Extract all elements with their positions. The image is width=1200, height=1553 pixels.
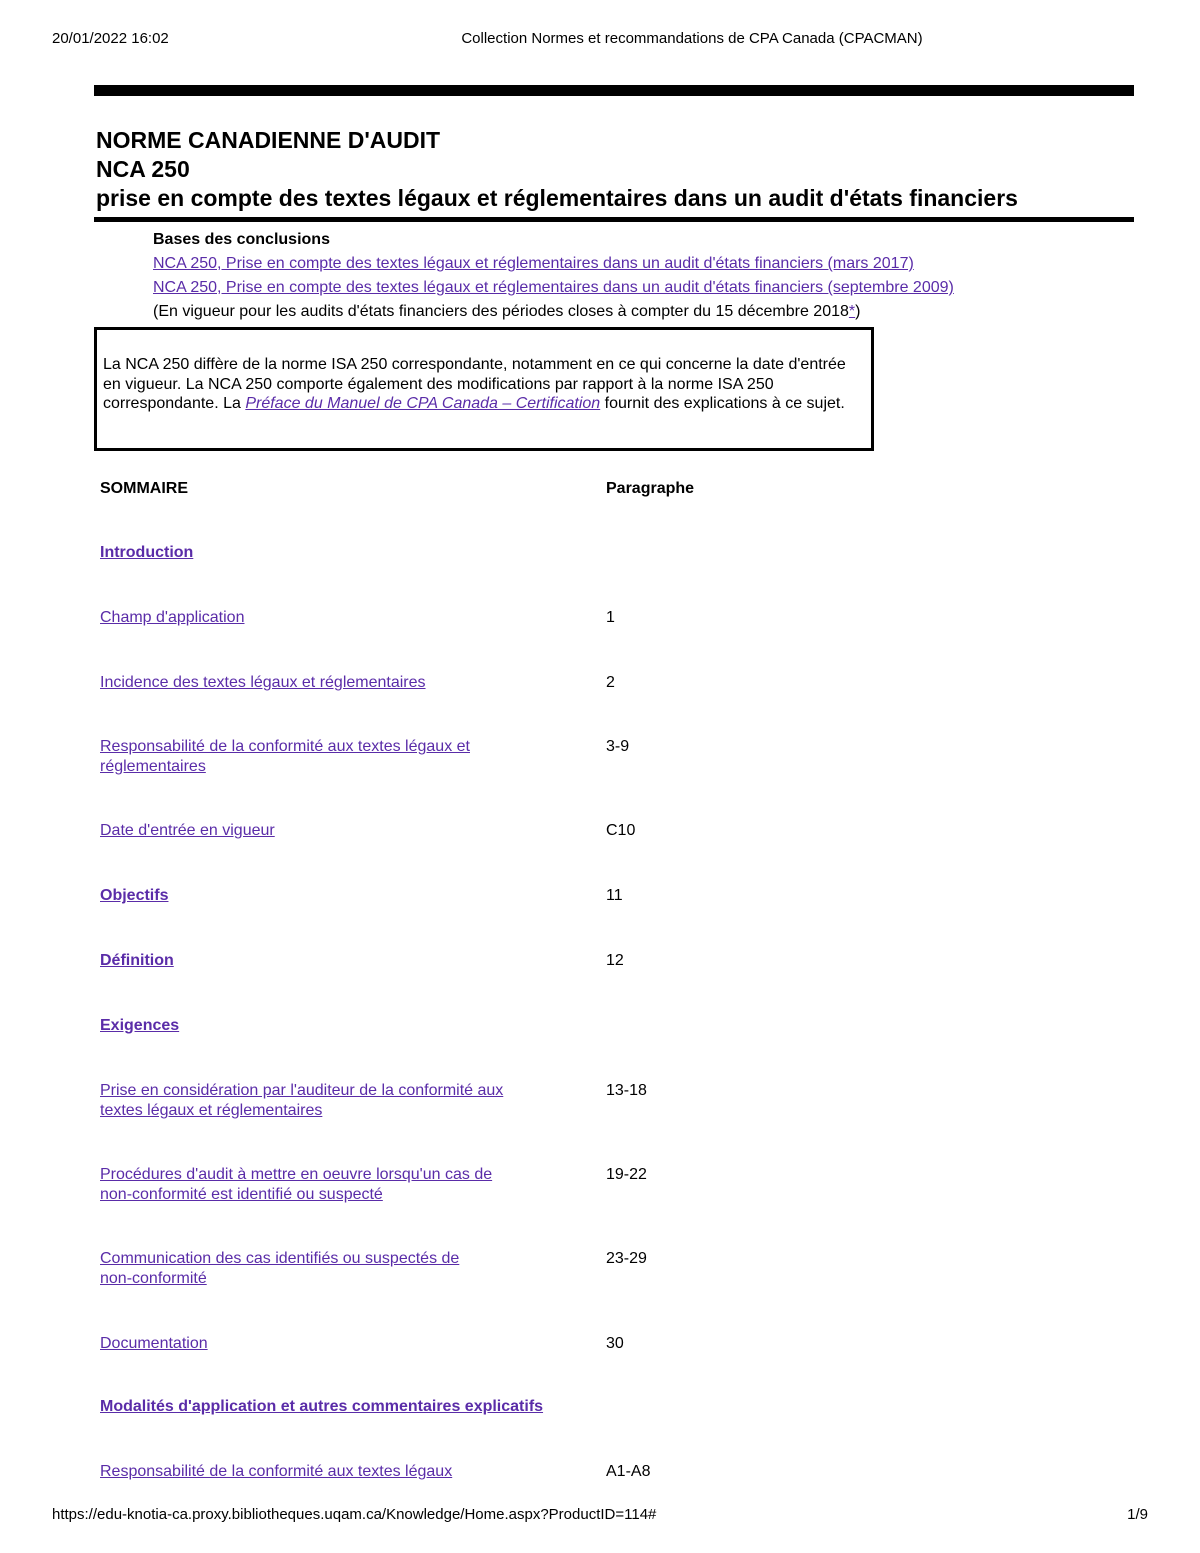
bases-heading: Bases des conclusions bbox=[153, 231, 330, 248]
toc-link-effect-of-laws[interactable]: Incidence des textes légaux et réglementaires bbox=[100, 674, 426, 691]
note-text bbox=[103, 355, 863, 414]
top-rule bbox=[94, 85, 1134, 96]
toc-header-summary: SOMMAIRE bbox=[100, 480, 188, 497]
toc-link-scope[interactable]: Champ d'application bbox=[100, 609, 245, 626]
preface-link[interactable]: Préface du Manuel de CPA Canada – Certification bbox=[245, 395, 601, 412]
toc-link-objectives[interactable]: Objectifs bbox=[100, 887, 169, 904]
toc-para: 1 bbox=[606, 609, 615, 626]
toc-link-responsibility-application[interactable]: Responsabilité de la conformité aux textes légaux bbox=[100, 1463, 453, 1480]
note-box bbox=[94, 327, 874, 451]
effective-date-text: (En vigueur pour les audits d'états financiers des périodes closes à compter du 15 décembre 2018 bbox=[153, 303, 849, 320]
toc-para: C10 bbox=[606, 822, 636, 839]
toc-para: 3-9 bbox=[606, 738, 630, 755]
title-line-number: NCA 250 bbox=[96, 156, 190, 182]
effective-date-note bbox=[153, 300, 954, 324]
bases-link-2017[interactable]: NCA 250, Prise en compte des textes légaux et réglementaires dans un audit d'états financiers (mars 2017) bbox=[153, 255, 914, 272]
toc-link-definition[interactable]: Définition bbox=[100, 952, 174, 969]
footnote-mark[interactable]: * bbox=[848, 303, 856, 320]
toc-link-responsibility[interactable]: Responsabilité de la conformité aux textes légaux et réglementaires bbox=[100, 738, 470, 775]
toc-para: A1-A8 bbox=[606, 1463, 651, 1480]
toc-para: 19-22 bbox=[606, 1166, 647, 1183]
title-rule bbox=[94, 217, 1134, 222]
bases-link-2009[interactable]: NCA 250, Prise en compte des textes légaux et réglementaires dans un audit d'états financiers (septembre 2009) bbox=[153, 279, 954, 296]
document-title bbox=[96, 126, 1018, 213]
title-line-standard: NORME CANADIENNE D'AUDIT bbox=[96, 127, 441, 153]
toc-link-audit-procedures[interactable]: Procédures d'audit à mettre en oeuvre lorsqu'un cas de non-conformité est identifié ou suspecté bbox=[100, 1166, 493, 1203]
print-title: Collection Normes et recommandations de CPA Canada (CPACMAN) bbox=[461, 30, 923, 47]
toc-para: 30 bbox=[606, 1335, 624, 1352]
toc-link-requirements[interactable]: Exigences bbox=[100, 1017, 180, 1034]
toc-link-documentation[interactable]: Documentation bbox=[100, 1335, 208, 1352]
toc-link-consideration-of-compliance[interactable]: Prise en considération par l'auditeur de la conformité aux textes légaux et réglementaires bbox=[100, 1082, 504, 1119]
print-date: 20/01/2022 16:02 bbox=[52, 30, 169, 47]
toc-para: 13-18 bbox=[606, 1082, 647, 1099]
toc-para: 2 bbox=[606, 674, 615, 691]
toc-para: 12 bbox=[606, 952, 624, 969]
toc-header-paragraph: Paragraphe bbox=[606, 480, 695, 497]
toc-link-application-material[interactable]: Modalités d'application et autres commentaires explicatifs bbox=[100, 1398, 544, 1415]
toc-para: 11 bbox=[606, 887, 623, 904]
print-url: https://edu-knotia-ca.proxy.bibliotheques.uqam.ca/Knowledge/Home.aspx?ProductID=114# bbox=[52, 1506, 657, 1523]
toc-link-effective-date[interactable]: Date d'entrée en vigueur bbox=[100, 822, 275, 839]
effective-date-close: ) bbox=[855, 303, 861, 320]
toc-link-communication[interactable]: Communication des cas identifiés ou suspectés de non-conformité bbox=[100, 1250, 460, 1287]
note-text-after: fournit des explications à ce sujet. bbox=[600, 395, 845, 412]
bases-section bbox=[153, 228, 954, 324]
toc-para: 23-29 bbox=[606, 1250, 647, 1267]
note-text-before: La NCA 250 diffère de la norme ISA 250 correspondante, notamment en ce qui concerne la date d'entrée en vigueur. La NCA 250 comporte également des modifications par rapport à la norme ISA 250 correspondante. La bbox=[103, 356, 846, 412]
page-number: 1/9 bbox=[1127, 1506, 1148, 1523]
title-line-subject: prise en compte des textes légaux et réglementaires dans un audit d'états financiers bbox=[96, 185, 1018, 211]
toc-link-introduction[interactable]: Introduction bbox=[100, 544, 194, 561]
